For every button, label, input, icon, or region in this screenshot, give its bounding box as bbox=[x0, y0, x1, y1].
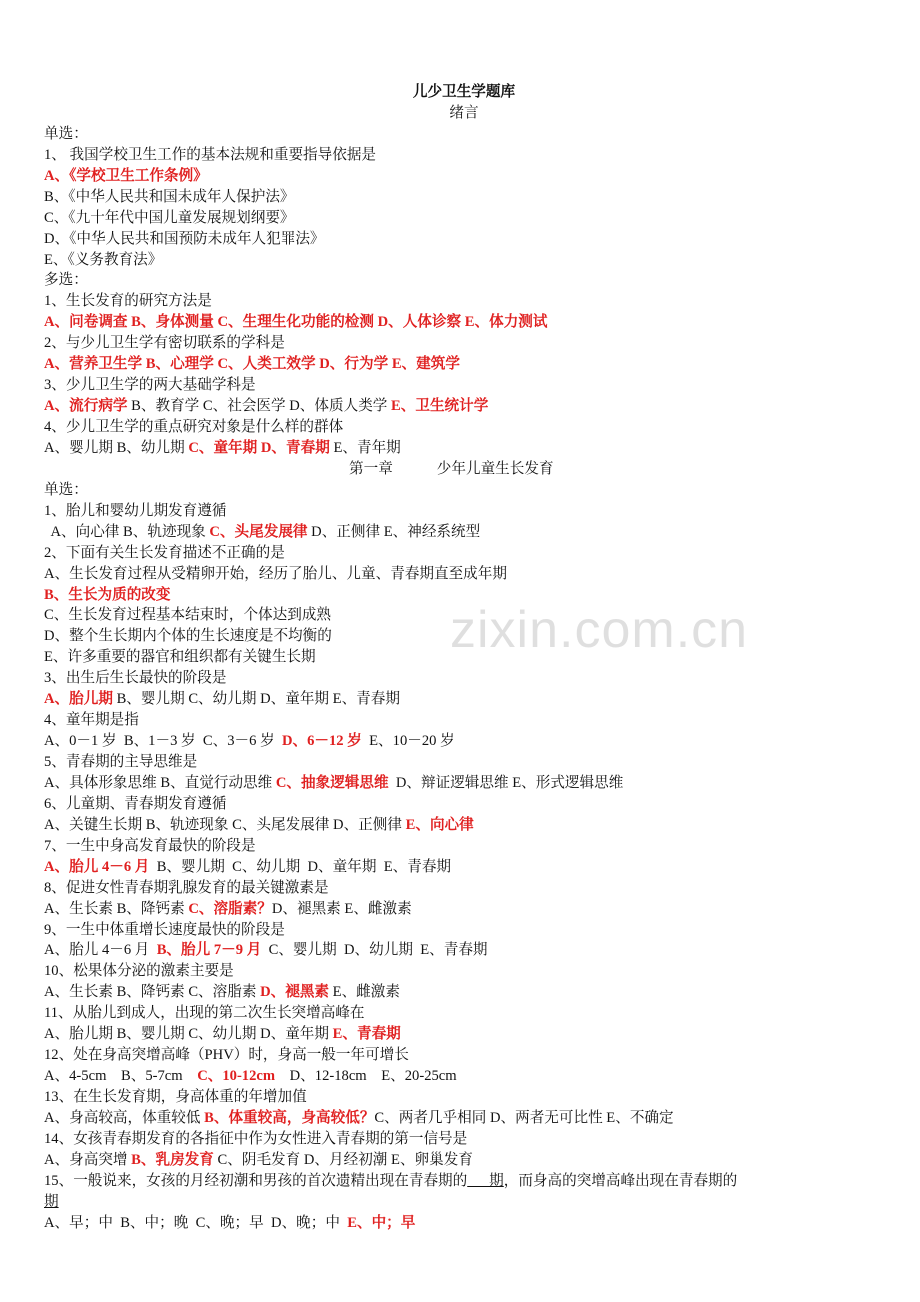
answer-option-correct: A、《学校卫生工作条例》 bbox=[44, 167, 208, 184]
question: 1、生长发育的研究方法是 bbox=[44, 293, 212, 310]
question: 2、与少儿卫生学有密切联系的学科是 bbox=[44, 335, 285, 352]
answer-text: D、12-18cm E、20-25cm bbox=[275, 1068, 457, 1085]
document-body bbox=[44, 82, 884, 1234]
fill-blank: 期 bbox=[467, 1172, 504, 1189]
answer-correct: B、胎儿 7－9 月 bbox=[156, 942, 262, 959]
answer-options bbox=[44, 857, 884, 878]
answer-text: A、早；中 B、中；晚 C、晚；早 D、晚；中 bbox=[44, 1214, 348, 1231]
question: 6、儿童期、青春期发育遵循 bbox=[44, 795, 227, 812]
answer-options bbox=[44, 731, 884, 752]
answer-text: E、青年期 bbox=[329, 439, 401, 456]
answer-options bbox=[44, 899, 884, 920]
multi-choice-heading: 多选： bbox=[44, 272, 88, 289]
answer-text: A、0－1 岁 B、1－3 岁 C、3－6 岁 bbox=[44, 733, 282, 750]
answer-options-correct: A、营养卫生学 B、心理学 C、人类工效学 D、行为学 E、建筑学 bbox=[44, 356, 460, 373]
answer-text: B、婴儿期 C、幼儿期 D、童年期 E、青春期 bbox=[112, 691, 400, 708]
question: 3、出生后生长最快的阶段是 bbox=[44, 670, 227, 687]
answer-text: A、生长素 B、降钙素 C、溶脂素 bbox=[44, 984, 261, 1001]
answer-option: A、生长发育过程从受精卵开始，经历了胎儿、儿童、青春期直至成年期 bbox=[44, 565, 507, 582]
question: 13、在生长发育期，身高体重的年增加值 bbox=[44, 1089, 307, 1105]
answer-text: D、正侧律 E、神经系统型 bbox=[307, 523, 481, 540]
answer-correct: C、抽象逻辑思维 bbox=[275, 774, 389, 791]
answer-options-correct: A、问卷调查 B、身体测量 C、生理生化功能的检测 D、人体诊察 E、体力测试 bbox=[44, 314, 548, 331]
answer-text: C、两者几乎相同 D、两者无可比性 E、不确定 bbox=[374, 1109, 674, 1126]
answer-text: A、生长素 B、降钙素 bbox=[44, 900, 189, 917]
question: 4、少儿卫生学的重点研究对象是什么样的群体 bbox=[44, 419, 344, 435]
question: 2、下面有关生长发育描述不正确的是 bbox=[44, 544, 285, 561]
question-text: 15、一般说来，女孩的月经初潮和男孩的首次遗精出现在青春期的 bbox=[44, 1172, 468, 1189]
question: 5、青春期的主导思维是 bbox=[44, 754, 198, 770]
question: 11、从胎儿到成人，出现的第二次生长突增高峰在 bbox=[44, 1005, 365, 1022]
answer-options bbox=[44, 396, 884, 417]
question: 4、童年期是指 bbox=[44, 712, 139, 729]
answer-text: A、向心律 B、轨迹现象 bbox=[44, 523, 210, 540]
answer-text: B、教育学 C、社会医学 D、体质人类学 bbox=[127, 398, 392, 415]
question: 1、 我国学校卫生工作的基本法规和重要指导依据是 bbox=[44, 146, 377, 163]
answer-text: B、婴儿期 C、幼儿期 D、童年期 E、青春期 bbox=[149, 858, 452, 875]
answer-options bbox=[44, 1066, 884, 1087]
answer-correct: A、胎儿期 bbox=[44, 691, 113, 708]
answer-options bbox=[44, 940, 884, 961]
answer-correct: C、头尾发展律 bbox=[209, 523, 308, 540]
question: 8、促进女性青春期乳腺发育的最关键激素是 bbox=[44, 879, 329, 896]
answer-option: D、整个生长期内个体的生长速度是不均衡的 bbox=[44, 628, 332, 645]
question bbox=[44, 1171, 884, 1213]
answer-correct: D、褪黑素 bbox=[260, 984, 330, 1001]
answer-correct: E、青春期 bbox=[332, 1026, 401, 1043]
question: 7、一生中身高发育最快的阶段是 bbox=[44, 837, 256, 854]
answer-options bbox=[44, 815, 884, 836]
answer-options bbox=[44, 982, 884, 1003]
answer-options bbox=[44, 689, 884, 710]
fill-blank: 期 bbox=[44, 1193, 59, 1210]
question: 14、女孩青春期发育的各指征中作为女性进入青春期的第一信号是 bbox=[44, 1130, 468, 1147]
question: 12、处在身高突增高峰（PHV）时，身高一般一年可增长 bbox=[44, 1047, 409, 1064]
answer-text: E、雌激素 bbox=[329, 984, 400, 1001]
answer-text: D、褪黑素 E、雌激素 bbox=[271, 900, 412, 917]
answer-options bbox=[44, 522, 884, 543]
answer-options bbox=[44, 438, 884, 459]
question: 1、胎儿和婴幼儿期发育遵循 bbox=[44, 502, 227, 519]
answer-correct: C、10-12cm bbox=[197, 1068, 276, 1085]
single-choice-heading: 单选： bbox=[44, 481, 88, 498]
answer-option: E、许多重要的器官和组织都有关键生长期 bbox=[44, 649, 316, 666]
answer-text: A、婴儿期 B、幼儿期 bbox=[44, 439, 189, 456]
answer-text: A、具体形象思维 B、直觉行动思维 bbox=[44, 774, 276, 791]
answer-text: C、婴儿期 D、幼儿期 E、青春期 bbox=[261, 942, 488, 959]
question-text: ，而身高的突增高峰出现在青春期的 bbox=[503, 1172, 738, 1189]
answer-text: A、胎儿 4－6 月 bbox=[44, 942, 157, 959]
answer-correct: C、童年期 D、青春期 bbox=[188, 439, 330, 456]
answer-correct: E、卫生统计学 bbox=[391, 398, 489, 415]
answer-text: D、辩证逻辑思维 E、形式逻辑思维 bbox=[388, 774, 624, 791]
chapter-heading bbox=[44, 459, 884, 480]
answer-text: E、10－20 岁 bbox=[361, 733, 455, 750]
answer-correct: A、胎儿 4－6 月 bbox=[44, 858, 150, 875]
answer-text: A、身高突增 bbox=[44, 1151, 132, 1168]
answer-option: B、《中华人民共和国未成年人保护法》 bbox=[44, 188, 295, 205]
section-heading-intro: 绪言 bbox=[449, 104, 479, 121]
answer-options bbox=[44, 1150, 884, 1171]
question: 3、少儿卫生学的两大基础学科是 bbox=[44, 377, 256, 394]
answer-correct: D、6－12 岁 bbox=[281, 733, 362, 750]
answer-option: D、《中华人民共和国预防未成年人犯罪法》 bbox=[44, 230, 325, 247]
answer-option: E、《义务教育法》 bbox=[44, 251, 163, 268]
answer-correct: E、向心律 bbox=[405, 816, 474, 833]
answer-options bbox=[44, 1108, 884, 1129]
chapter-title: 少年儿童生长发育 bbox=[436, 460, 554, 477]
answer-correct: E、中；早 bbox=[347, 1214, 416, 1231]
document-title: 儿少卫生学题库 bbox=[412, 84, 516, 100]
question: 10、松果体分泌的激素主要是 bbox=[44, 963, 234, 980]
answer-correct: A、流行病学 bbox=[44, 398, 128, 415]
answer-option: C、生长发育过程基本结束时，个体达到成熟 bbox=[44, 607, 332, 624]
answer-text: C、阴毛发育 D、月经初潮 E、卵巢发育 bbox=[213, 1151, 473, 1168]
answer-text: A、胎儿期 B、婴儿期 C、幼儿期 D、童年期 bbox=[44, 1026, 333, 1043]
answer-correct: B、乳房发育 bbox=[131, 1151, 214, 1168]
answer-text: A、4-5cm B、5-7cm bbox=[44, 1068, 198, 1085]
chapter-label: 第一章 bbox=[349, 460, 393, 477]
answer-options bbox=[44, 1024, 884, 1045]
answer-correct: B、体重较高，身高较低？ bbox=[204, 1109, 375, 1126]
watermark: zixin.com.cn bbox=[450, 601, 749, 659]
question: 9、一生中体重增长速度最快的阶段是 bbox=[44, 921, 285, 938]
answer-options bbox=[44, 1213, 884, 1234]
answer-options bbox=[44, 773, 884, 794]
answer-text: A、关键生长期 B、轨迹现象 C、头尾发展律 D、正侧律 bbox=[44, 816, 406, 833]
answer-text: A、身高较高，体重较低 bbox=[44, 1109, 205, 1126]
answer-option-correct: B、生长为质的改变 bbox=[44, 586, 171, 603]
answer-correct: C、溶脂素？ bbox=[188, 900, 272, 917]
single-choice-heading: 单选： bbox=[44, 125, 88, 142]
answer-option: C、《九十年代中国儿童发展规划纲要》 bbox=[44, 209, 295, 226]
